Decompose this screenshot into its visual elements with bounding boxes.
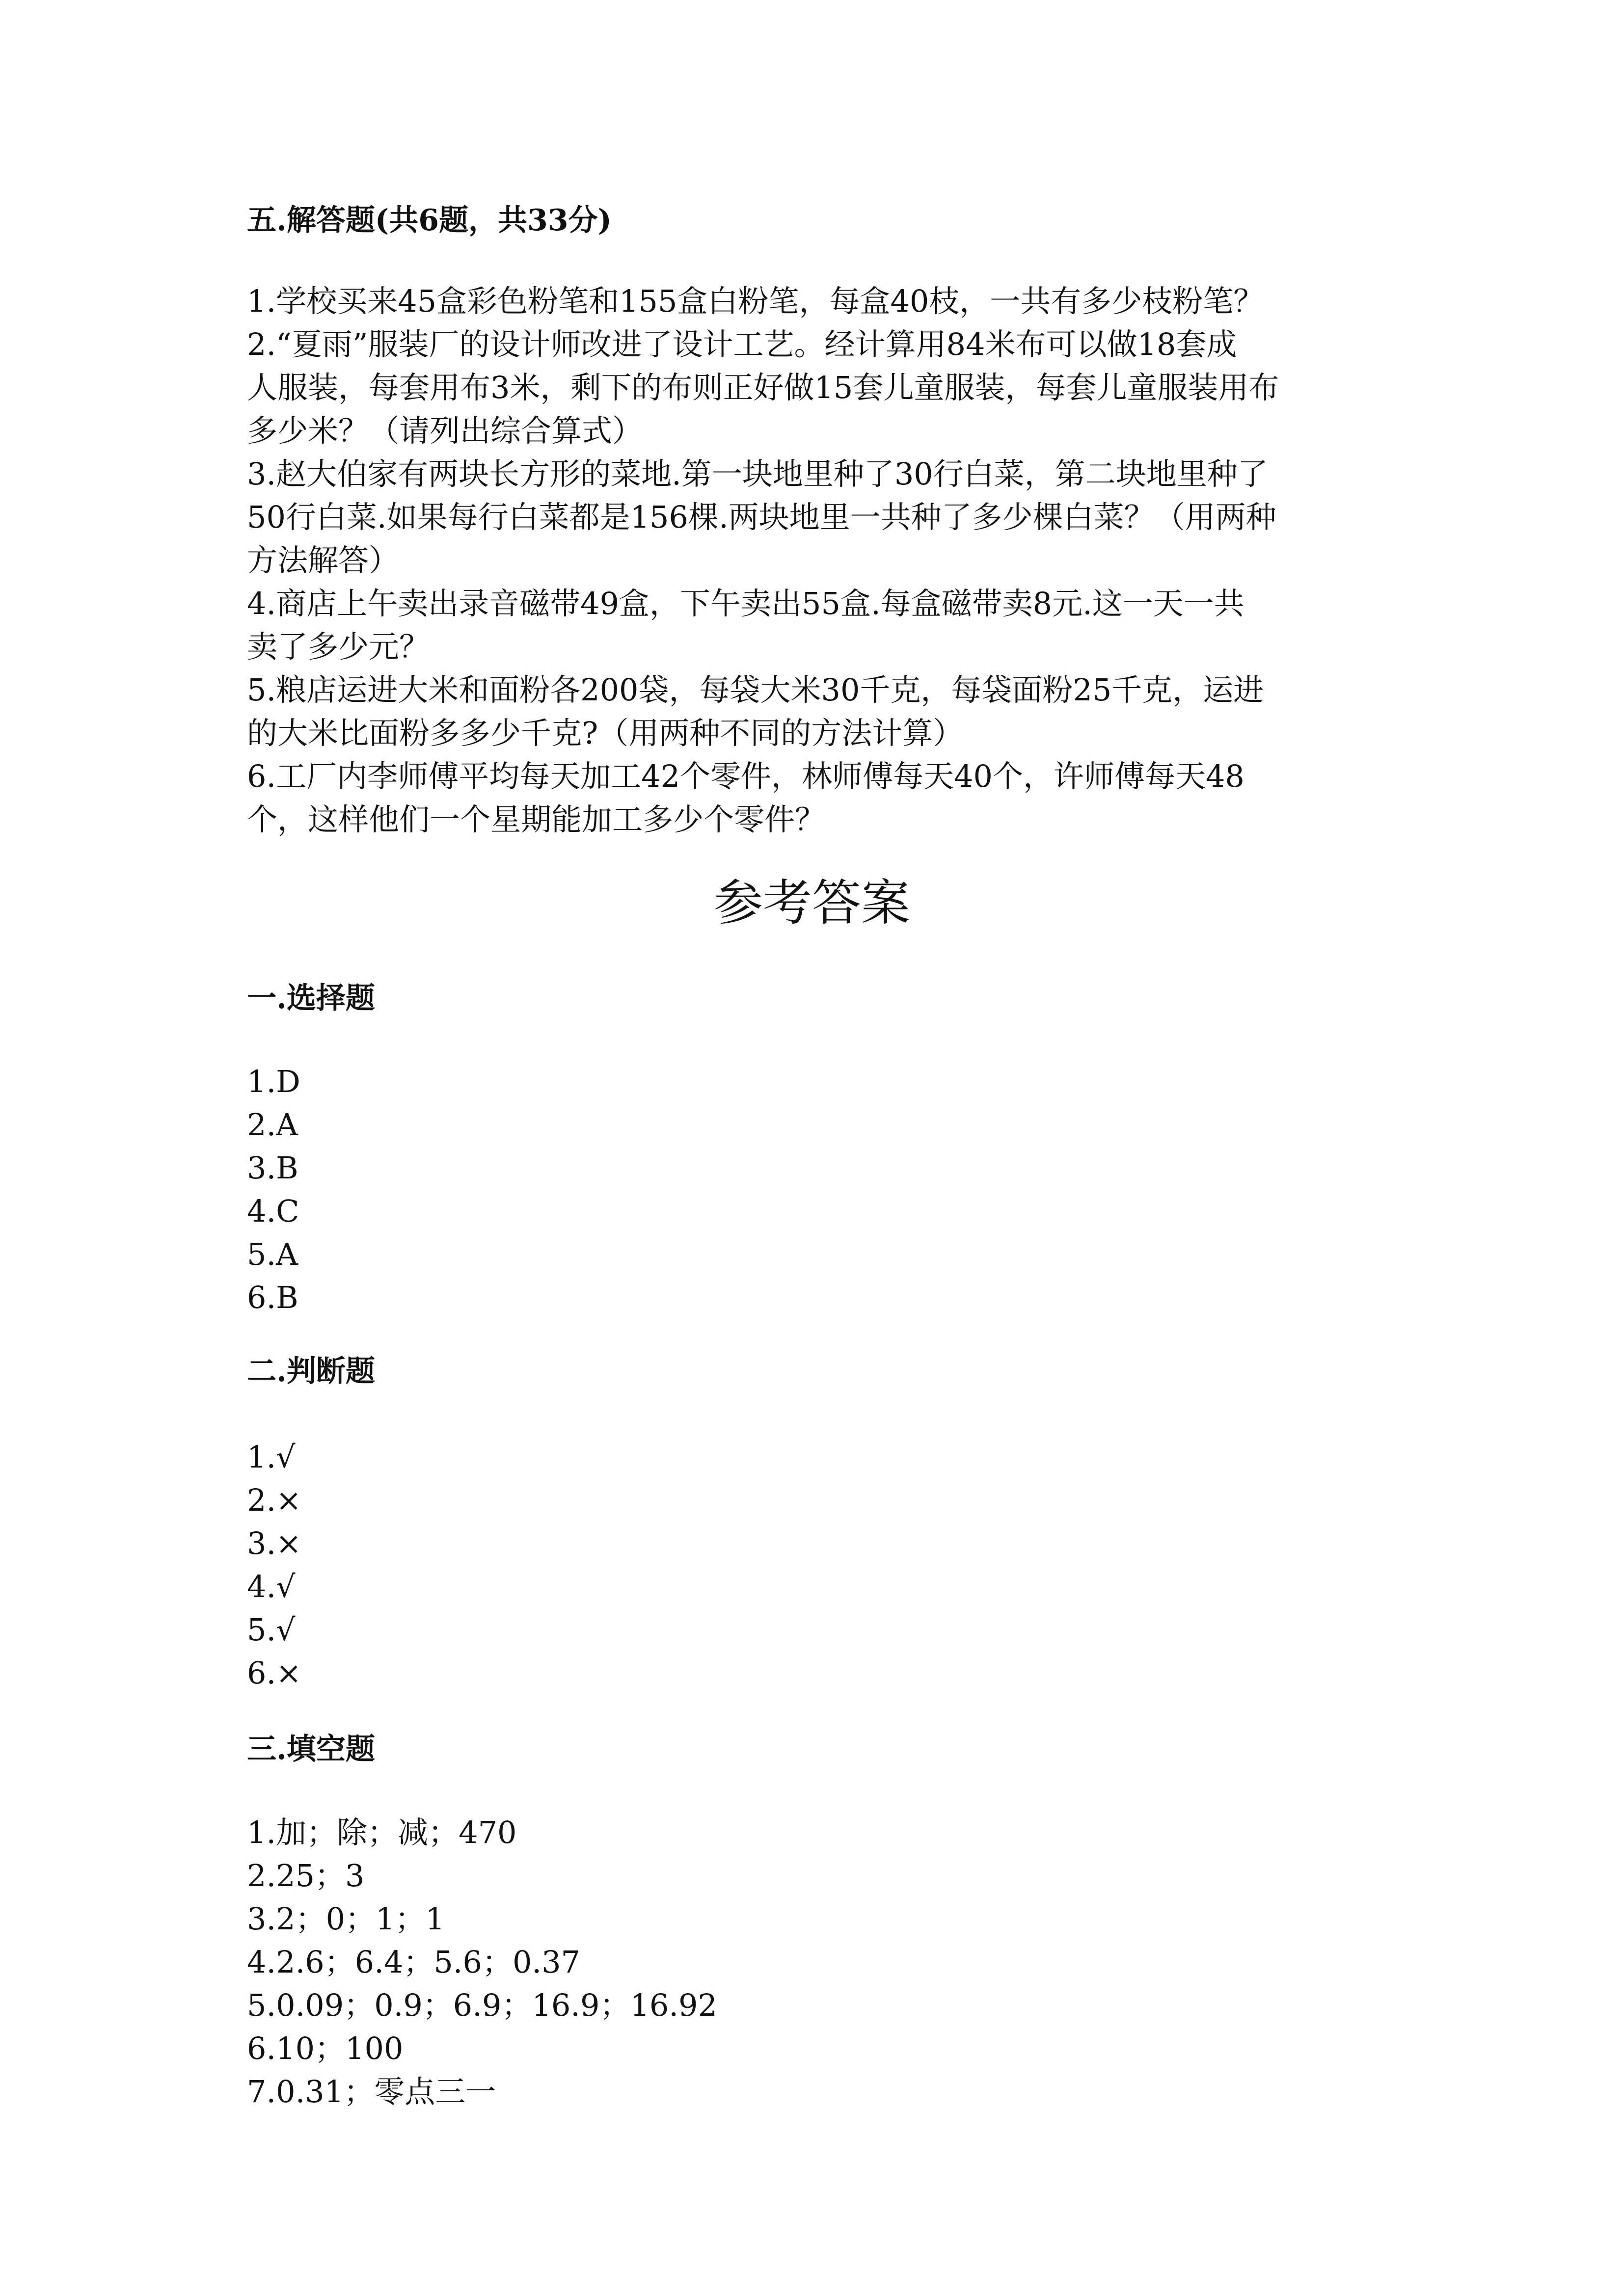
problem-line: 卖了多少元？ xyxy=(247,629,430,665)
answer-item: 3.B xyxy=(247,1150,298,1186)
problem-line: 方法解答） xyxy=(247,542,400,578)
answer-item: 2.A xyxy=(247,1107,298,1143)
problem-line: 的大米比面粉多多少千克?（用两种不同的方法计算） xyxy=(247,715,964,751)
judge-answer-list xyxy=(247,1436,301,1695)
section-heading-judge: 二.判断题 xyxy=(247,1354,375,1388)
answer-item: 6.10；100 xyxy=(247,2030,404,2066)
problem-line: 1.学校买来45盒彩色粉笔和155盒白粉笔，每盒40枝，一共有多少枝粉笔？ xyxy=(247,283,1264,319)
answer-item: 7.0.31；零点三一 xyxy=(247,2074,496,2109)
section-5-problems xyxy=(247,280,1391,841)
answer-item: 3.× xyxy=(247,1525,302,1561)
answer-item: 2.25；3 xyxy=(247,1858,365,1894)
fill-answer-list xyxy=(247,1811,717,2113)
problem-line: 2.“夏雨”服装厂的设计师改进了设计工艺。经计算用84米布可以做18套成 xyxy=(247,326,1237,362)
answer-item: 2.× xyxy=(247,1482,302,1518)
answer-item: 1.√ xyxy=(247,1439,296,1475)
section-heading-5: 五.解答题(共6题，共33分) xyxy=(247,203,612,238)
answer-item: 1.加；除；减；470 xyxy=(247,1815,517,1850)
answers-title: 参考答案 xyxy=(714,874,910,932)
answer-item: 3.2；0；1；1 xyxy=(247,1901,445,1937)
answer-item: 4.2.6；6.4；5.6；0.37 xyxy=(247,1944,581,1980)
section-heading-fill: 三.填空题 xyxy=(247,1732,375,1766)
answer-item: 6.B xyxy=(247,1280,298,1315)
problem-line: 6.工厂内李师傅平均每天加工42个零件，林师傅每天40个，许师傅每天48 xyxy=(247,758,1245,794)
problem-line: 5.粮店运进大米和面粉各200袋，每袋大米30千克，每袋面粉25千克，运进 xyxy=(247,672,1264,708)
answer-item: 4.√ xyxy=(247,1569,296,1604)
problem-line: 个，这样他们一个星期能加工多少个零件？ xyxy=(247,801,826,837)
problem-line: 人服装，每套用布3米，剩下的布则正好做15套儿童服装，每套儿童服装用布 xyxy=(247,370,1279,405)
answer-item: 6.× xyxy=(247,1655,302,1691)
answer-item: 4.C xyxy=(247,1193,299,1229)
problem-line: 4.商店上午卖出录音磁带49盒，下午卖出55盒.每盒磁带卖8元.这一天一共 xyxy=(247,586,1245,621)
problem-line: 50行白菜.如果每行白菜都是156棵.两块地里一共种了多少棵白菜？（用两种 xyxy=(247,499,1276,535)
answer-item: 1.D xyxy=(247,1064,300,1099)
answer-item: 5.0.09；0.9；6.9；16.9；16.92 xyxy=(247,1987,717,2023)
answer-item: 5.√ xyxy=(247,1612,296,1648)
section-heading-choice: 一.选择题 xyxy=(247,981,375,1015)
answer-item: 5.A xyxy=(247,1236,298,1272)
choice-answer-list xyxy=(247,1060,300,1319)
problem-line: 3.赵大伯家有两块长方形的菜地.第一块地里种了30行白菜，第二块地里种了 xyxy=(247,456,1268,492)
problem-line: 多少米？（请列出综合算式） xyxy=(247,413,643,449)
